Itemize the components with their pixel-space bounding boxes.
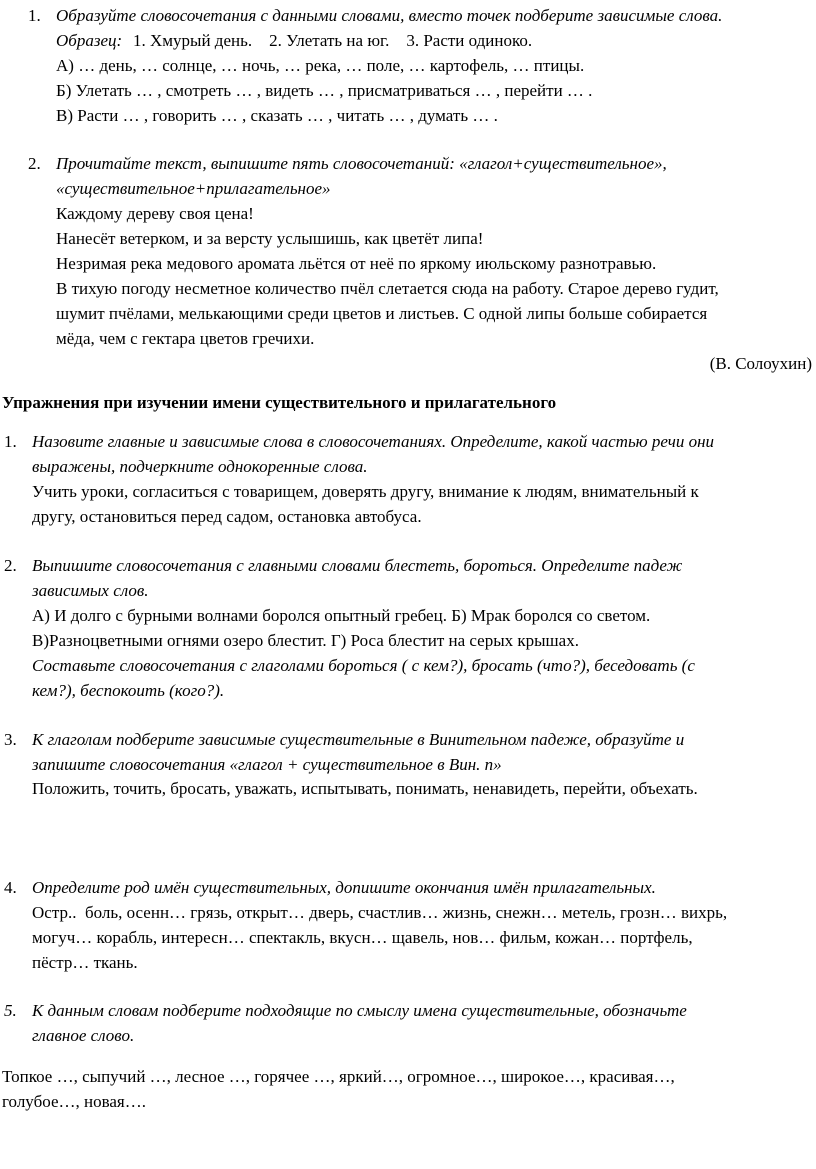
author: (В. Солоухин) <box>709 354 812 373</box>
text-line: Топкое …, сыпучий …, лесное …, горячее …, яркий…, огромное…, широкое…, красивая…, <box>2 1067 675 1086</box>
text-line: В)Разноцветными огнями озеро блестит. Г) Роса блестит на серых крышах. <box>32 631 579 650</box>
text-line: Положить, точить, бросать, уважать, испытывать, понимать, ненавидеть, перейти, объехать. <box>32 779 698 798</box>
text-line: В тихую погоду несметное количество пчёл слетается сюда на работу. Старое дерево гудит, <box>56 279 719 298</box>
sample-label: Образец: <box>56 31 123 50</box>
task-instruction: Составьте словосочетания с глаголами бороться ( с кем?), бросать (что?), беседовать (с <box>32 656 695 675</box>
text-line: могуч… корабль, интересн… спектакль, вкусн… щавель, нов… фильм, кожан… портфель, <box>32 928 693 947</box>
text-line: А) И долго с бурными волнами боролся опытный гребец. Б) Мрак боролся со светом. <box>32 606 651 625</box>
text-line: мёда, чем с гектара цветов гречихи. <box>56 329 315 348</box>
text-line: Каждому дереву своя цена! <box>56 204 254 223</box>
task-number: 2. <box>4 556 17 575</box>
task-number: 1. <box>4 432 17 451</box>
task-instruction: запишите словосочетания «глагол + существительное в Вин. п» <box>32 755 502 774</box>
task-number: 1. <box>28 6 41 25</box>
task-instruction: К данным словам подберите подходящие по смыслу имена существительные, обозначьте <box>32 1001 687 1020</box>
task-number: 3. <box>4 730 17 749</box>
text-line: Учить уроки, согласиться с товарищем, доверять другу, внимание к людям, внимательный к <box>32 482 699 501</box>
text-line: Нанесёт ветерком, и за версту услышишь, как цветёт липа! <box>56 229 484 248</box>
task-instruction: кем?), беспокоить (кого?). <box>32 681 225 700</box>
text-line: пёстр… ткань. <box>32 953 138 972</box>
task-instruction: Назовите главные и зависимые слова в словосочетаниях. Определите, какой частью речи они <box>32 432 715 451</box>
exercise-line: В) Расти … , говорить … , сказать … , читать … , думать … . <box>56 106 498 125</box>
text-line: шумит пчёлами, мелькающими среди цветов и листьев. С одной липы больше собирается <box>56 304 708 323</box>
task-instruction: зависимых слов. <box>32 581 149 600</box>
task-number: 4. <box>4 878 17 897</box>
exercise-line: Б) Улетать … , смотреть … , видеть … , присматриваться … , перейти … . <box>56 81 593 100</box>
task-instruction: Определите род имён существительных, допишите окончания имён прилагательных. <box>32 878 656 897</box>
text-line: другу, остановиться перед садом, остановка автобуса. <box>32 507 422 526</box>
sample-text: 1. Хмурый день. 2. Улетать на юг. 3. Расти одиноко. <box>133 31 533 50</box>
section-title: Упражнения при изучении имени существительного и прилагательного <box>2 393 557 412</box>
task-number: 5. <box>4 1001 17 1020</box>
task-instruction: «существительное+прилагательное» <box>56 179 331 198</box>
task-instruction: Выпишите словосочетания с главными словами блестеть, бороться. Определите падеж <box>32 556 683 575</box>
text-line: Остр.. боль, осенн… грязь, открыт… дверь, счастлив… жизнь, снежн… метель, грозн… вихрь, <box>32 903 728 922</box>
task-instruction: главное слово. <box>32 1026 135 1045</box>
task-number: 2. <box>28 154 41 173</box>
task-instruction: К глаголам подберите зависимые существительные в Винительном падеже, образуйте и <box>32 730 685 749</box>
task-instruction: Прочитайте текст, выпишите пять словосочетаний: «глагол+существительное», <box>56 154 667 173</box>
task-instruction: Образуйте словосочетания с данными словами, вместо точек подберите зависимые слова. <box>56 6 723 25</box>
text-line: Незримая река медового аромата льётся от неё по яркому июльскому разнотравью. <box>56 254 657 273</box>
exercise-line: А) … день, … солнце, … ночь, … река, … поле, … картофель, … птицы. <box>56 56 585 75</box>
text-line: голубое…, новая…. <box>2 1092 147 1111</box>
task-instruction: выражены, подчеркните однокоренные слова. <box>32 457 368 476</box>
